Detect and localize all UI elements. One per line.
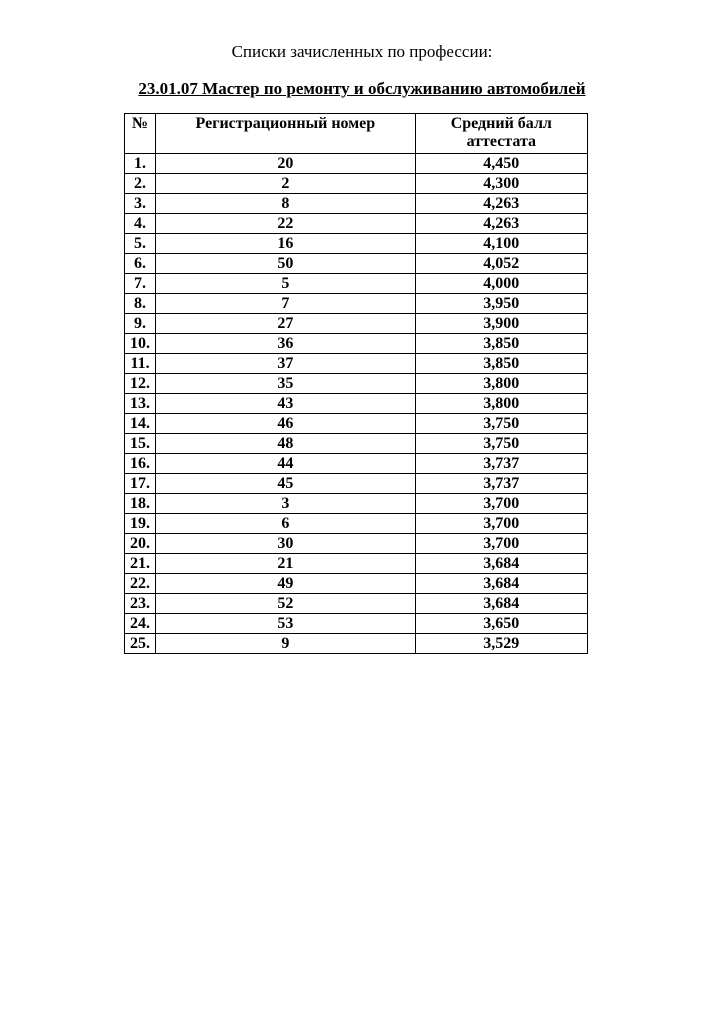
table-header-row [125,114,588,154]
table-row [125,394,588,414]
registration-number-cell: 52 [156,594,416,614]
average-score-cell: 4,450 [415,154,587,174]
average-score-cell: 3,850 [415,334,587,354]
row-number-cell: 2. [125,174,156,194]
registration-number-cell: 35 [156,374,416,394]
registration-number-cell: 44 [156,454,416,474]
average-score-cell: 3,750 [415,434,587,454]
table-row [125,234,588,254]
registration-number-cell: 20 [156,154,416,174]
row-number-cell: 14. [125,414,156,434]
average-score-cell: 3,800 [415,374,587,394]
row-number-cell: 3. [125,194,156,214]
average-score-cell: 3,700 [415,534,587,554]
registration-number-cell: 22 [156,214,416,234]
table-row [125,334,588,354]
column-header-number: № [125,114,156,154]
average-score-cell: 4,300 [415,174,587,194]
row-number-cell: 8. [125,294,156,314]
registration-number-cell: 7 [156,294,416,314]
average-score-cell: 3,529 [415,634,587,654]
row-number-cell: 23. [125,594,156,614]
registration-number-cell: 27 [156,314,416,334]
average-score-cell: 3,700 [415,494,587,514]
average-score-cell: 3,700 [415,514,587,534]
table-row [125,574,588,594]
row-number-cell: 17. [125,474,156,494]
column-header-registration: Регистрационный номер [156,114,416,154]
average-score-cell: 4,100 [415,234,587,254]
average-score-cell: 3,800 [415,394,587,414]
registration-number-cell: 45 [156,474,416,494]
table-row [125,474,588,494]
table-row [125,594,588,614]
average-score-cell: 3,737 [415,454,587,474]
registration-number-cell: 43 [156,394,416,414]
row-number-cell: 25. [125,634,156,654]
table-row [125,494,588,514]
registration-number-cell: 50 [156,254,416,274]
row-number-cell: 13. [125,394,156,414]
registration-number-cell: 36 [156,334,416,354]
row-number-cell: 11. [125,354,156,374]
registration-number-cell: 46 [156,414,416,434]
registration-number-cell: 5 [156,274,416,294]
enrollment-table [124,113,588,654]
table-row [125,454,588,474]
table-row [125,294,588,314]
registration-number-cell: 21 [156,554,416,574]
average-score-cell: 4,052 [415,254,587,274]
average-score-cell: 3,684 [415,594,587,614]
row-number-cell: 21. [125,554,156,574]
row-number-cell: 22. [125,574,156,594]
row-number-cell: 18. [125,494,156,514]
row-number-cell: 9. [125,314,156,334]
registration-number-cell: 30 [156,534,416,554]
registration-number-cell: 16 [156,234,416,254]
row-number-cell: 19. [125,514,156,534]
table-row [125,274,588,294]
registration-number-cell: 49 [156,574,416,594]
column-header-score-text: Средний балл аттестата [450,115,552,150]
table-row [125,634,588,654]
table-row [125,194,588,214]
average-score-cell: 3,684 [415,574,587,594]
table-row [125,214,588,234]
registration-number-cell: 3 [156,494,416,514]
row-number-cell: 20. [125,534,156,554]
column-header-score [415,114,587,154]
registration-number-cell: 9 [156,634,416,654]
registration-number-cell: 48 [156,434,416,454]
table-row [125,414,588,434]
row-number-cell: 1. [125,154,156,174]
registration-number-cell: 53 [156,614,416,634]
row-number-cell: 4. [125,214,156,234]
registration-number-cell: 2 [156,174,416,194]
profession-title: 23.01.07 Мастер по ремонту и обслуживанию автомобилей [138,79,586,98]
table-row [125,314,588,334]
average-score-cell: 3,737 [415,474,587,494]
row-number-cell: 16. [125,454,156,474]
registration-number-cell: 6 [156,514,416,534]
table-row [125,154,588,174]
row-number-cell: 12. [125,374,156,394]
table-row [125,374,588,394]
row-number-cell: 15. [125,434,156,454]
average-score-cell: 3,650 [415,614,587,634]
table-row [125,354,588,374]
table-row [125,614,588,634]
average-score-cell: 3,850 [415,354,587,374]
average-score-cell: 4,263 [415,194,587,214]
page-heading: Списки зачисленных по профессии: [231,42,493,61]
average-score-cell: 4,000 [415,274,587,294]
table-row [125,534,588,554]
table-row [125,554,588,574]
table-row [125,174,588,194]
table-row [125,254,588,274]
registration-number-cell: 8 [156,194,416,214]
table-body [125,154,588,654]
row-number-cell: 7. [125,274,156,294]
average-score-cell: 3,750 [415,414,587,434]
row-number-cell: 6. [125,254,156,274]
row-number-cell: 24. [125,614,156,634]
row-number-cell: 10. [125,334,156,354]
average-score-cell: 3,900 [415,314,587,334]
row-number-cell: 5. [125,234,156,254]
table-row [125,434,588,454]
average-score-cell: 3,950 [415,294,587,314]
table-row [125,514,588,534]
registration-number-cell: 37 [156,354,416,374]
average-score-cell: 3,684 [415,554,587,574]
average-score-cell: 4,263 [415,214,587,234]
